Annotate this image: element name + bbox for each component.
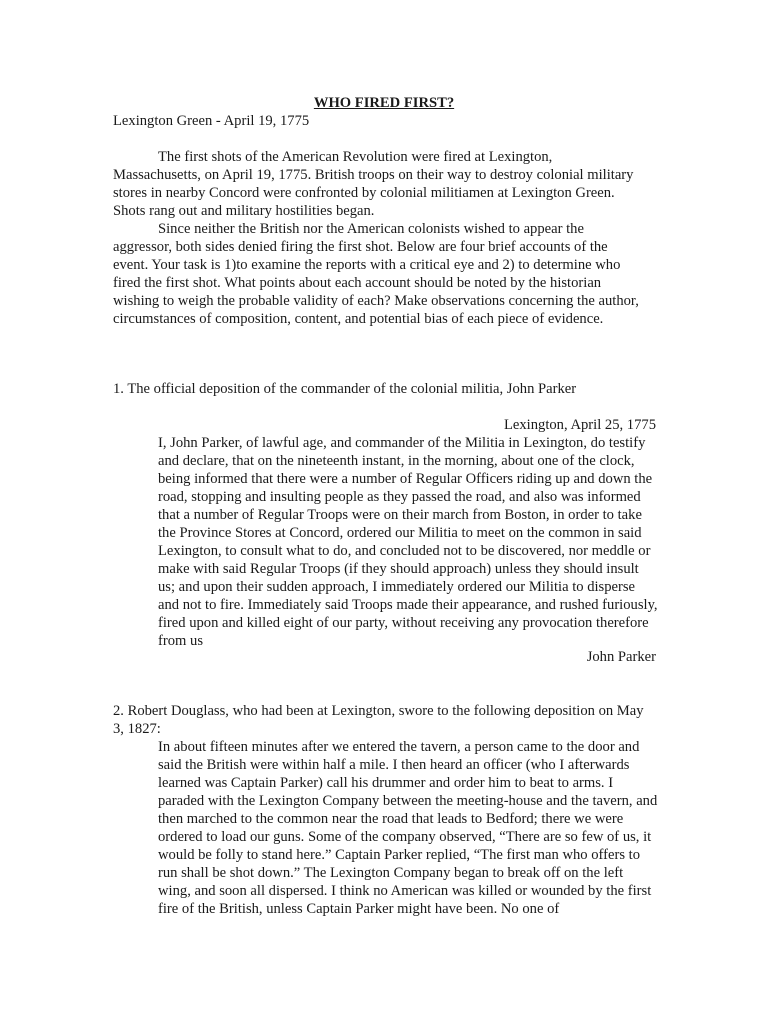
account-2-deposition: In about fifteen minutes after we entered the tavern, a person came to the door and said the British were within half a mile. I then heard an officer (who I afterwards learned was Captain Parker) call his drummer and order him to beat to arms. I paraded with the Lexington Company between the meeting-house and the tavern, and then marched to the common near the road that leads to Bedford; there we were ordered to load our guns. Some of the company observed, “There are so few of us, it would be folly to stand here.” Captain Parker replied, “The first man who offers to run shall be shot down.” The Lexington Company began to break off on the left wing, and soon all dispersed. I think no American was killed or wounded by the first fire of the British, unless Captain Parker might have been. No one of: [158, 739, 658, 917]
intro-paragraph: The first shots of the American Revolution were fired at Lexington, Massachusetts, on April 19, 1775. British troops on their way to destroy colonial military stores in nearby Concord were confronted by colonial militiamen at Lexington Green. Shots rang out and military hostilities began.: [113, 149, 634, 219]
intro-section: [113, 148, 643, 328]
account-1-dateline: Lexington, April 25, 1775: [503, 417, 656, 433]
account-2-heading: 2. Robert Douglass, who had been at Lexington, swore to the following deposition on May 3, 1827:: [113, 703, 644, 737]
account-1-heading: 1. The official deposition of the commander of the colonial militia, John Parker: [113, 381, 577, 397]
document-title: WHO FIRED FIRST?: [313, 95, 455, 111]
account-1-deposition: I, John Parker, of lawful age, and commander of the Militia in Lexington, do testify and declare, that on the nineteenth instant, in the morning, about one of the clock, being informed that there were a number of Regular Officers riding up and down the road, stopping and insulting people as they passed the road, and also was informed that a number of Regular Troops were on their march from Boston, in order to take the Province Stores at Concord, ordered our Militia to meet on the common in said Lexington, to consult what to do, and concluded not to be discovered, nor meddle or make with said Regular Troops (if they should approach) unless they should insult us; and upon their sudden approach, I immediately ordered our Militia to disperse and not to fire. Immediately said Troops made their appearance, and rushed furiously, fired upon and killed eight of our party, without receiving any provocation therefore from us: [158, 435, 658, 649]
account-1-signature: John Parker: [586, 649, 656, 665]
document-subtitle: Lexington Green - April 19, 1775: [113, 113, 310, 129]
intro-paragraph: Since neither the British nor the American colonists wished to appear the aggressor, both sides denied firing the first shot. Below are four brief accounts of the event. Your task is 1)to examine the reports with a critical eye and 2) to determine who fired the first shot. What points about each account should be noted by the historian wishing to weigh the probable validity of each? Make observations concerning the author, circumstances of composition, content, and potential bias of each piece of evidence.: [113, 221, 639, 327]
